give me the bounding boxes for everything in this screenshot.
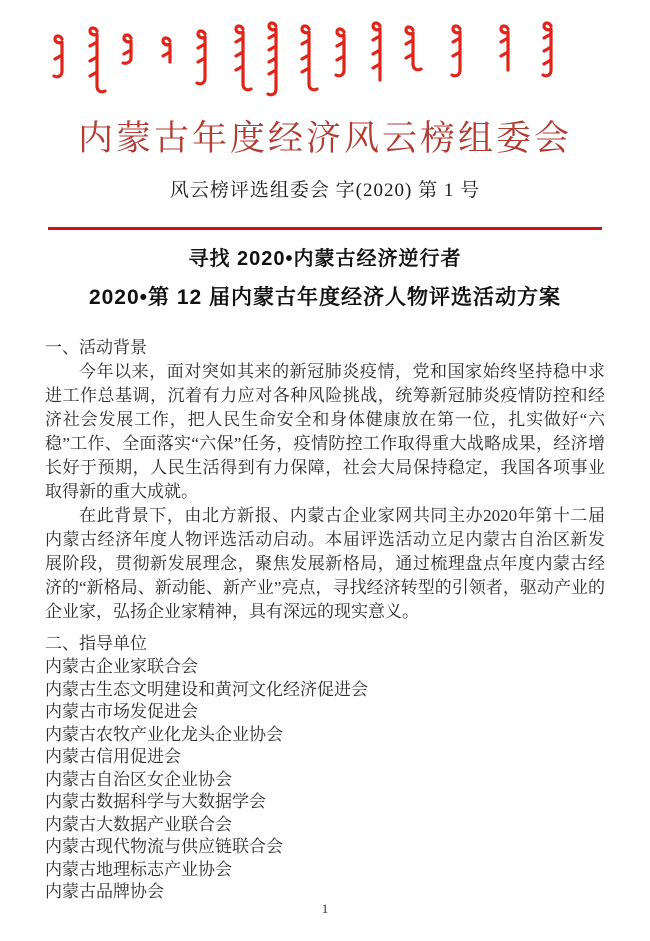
guiding-unit-item: 内蒙古品牌协会 [45, 882, 164, 901]
section-1-paragraph-2: 在此背景下，由北方新报、内蒙古企业家网共同主办2020年第十二届内蒙古经济年度人物评选活动启动。本届评选活动立足内蒙古自治区新发展阶段，贯彻新发展理念，聚焦发展新格局，通过梳理盘点年度内蒙古经济的“新格局、新动能、新产业”亮点，寻找经济转型的引领者，驱动产业的企业家，弘扬企业家精神，具有深远的现实意义。 [45, 506, 605, 621]
section-2-title: 二、指导单位 [45, 634, 147, 653]
guiding-unit-item: 内蒙古地理标志产业协会 [45, 859, 232, 879]
document-body [0, 246, 650, 904]
guiding-unit-item: 内蒙古企业家联合会 [45, 657, 198, 676]
guiding-unit-item: 内蒙古市场发促进会 [45, 702, 198, 721]
document-title: 2020•第 12 届内蒙古年度经济人物评选活动方案 [88, 286, 562, 309]
letterhead [0, 0, 650, 230]
red-divider-line [48, 227, 602, 230]
page-number: 1 [321, 901, 329, 916]
section-activity-background [45, 336, 605, 624]
guiding-unit-item: 内蒙古农牧产业化龙头企业协会 [45, 724, 283, 744]
guiding-unit-item: 内蒙古信用促进会 [45, 747, 181, 766]
guiding-unit-item: 内蒙古自治区女企业协会 [45, 769, 232, 789]
guiding-unit-item: 内蒙古数据科学与大数据学会 [45, 792, 266, 811]
section-1-paragraph-1: 今年以来，面对突如其来的新冠肺炎疫情，党和国家始终坚持稳中求进工作总基调，沉着有力应对各种风险挑战，统筹新冠肺炎疫情防控和经济社会发展工作，把人民生命安全和身体健康放在第一位，扎实做好“六稳”工作、全面落实“六保”任务，疫情防控工作取得重大战略成果，经济增长好于预期，人民生活得到有力保障，社会大局保持稳定，我国各项事业取得新的重大成就。 [45, 362, 605, 501]
guiding-unit-item: 内蒙古生态文明建设和黄河文化经济促进会 [45, 679, 368, 699]
section-1-title: 一、活动背景 [45, 338, 147, 357]
guiding-unit-item: 内蒙古大数据产业联合会 [45, 814, 232, 834]
guiding-units-list [45, 656, 605, 904]
organization-title: 内蒙古年度经济风云榜组委会 [77, 119, 572, 158]
document-subtitle: 寻找 2020•内蒙古经济逆行者 [188, 248, 462, 270]
guiding-unit-item: 内蒙古现代物流与供应链联合会 [45, 837, 283, 856]
section-guiding-units [45, 632, 605, 904]
mongolian-script-banner [0, 0, 650, 105]
document-number: 风云榜评选组委会 字(2020) 第 1 号 [169, 180, 481, 201]
